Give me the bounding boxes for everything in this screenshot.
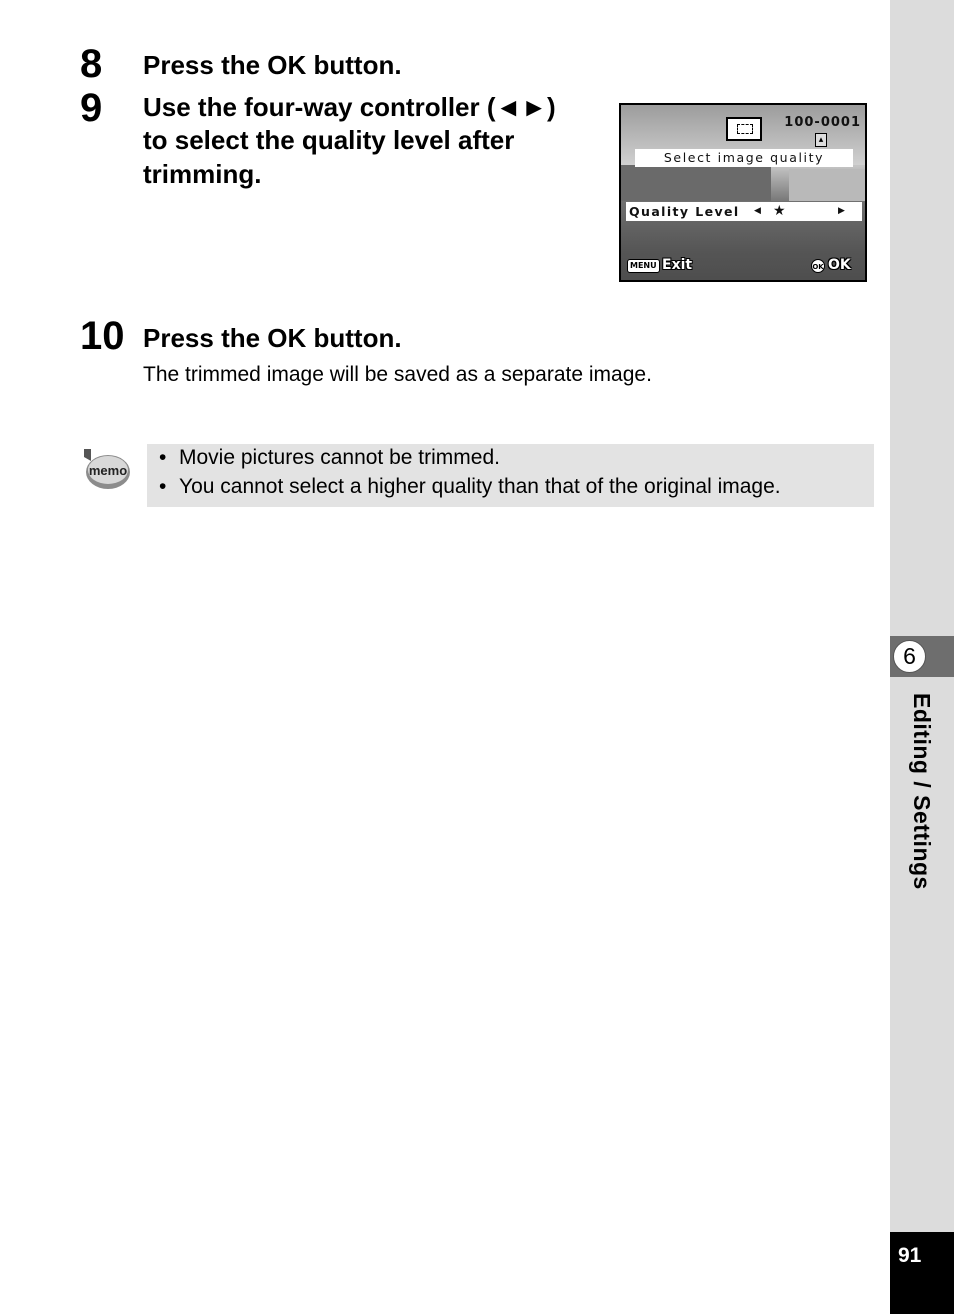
memo-icon-text: memo (88, 463, 128, 478)
trimming-icon (726, 117, 762, 141)
step-9-title-line-2: to select the quality level after (143, 125, 515, 155)
protect-icon: ▴ (815, 133, 827, 147)
step-8-number: 8 (80, 42, 103, 86)
memo-item-text: You cannot select a higher quality than that of the original image. (179, 475, 781, 498)
memo-item-text: Movie pictures cannot be trimmed. (179, 446, 500, 469)
right-arrow-icon[interactable]: ▶ (838, 206, 847, 216)
quality-star-icon: ★ (773, 203, 787, 219)
step-9-title-line-1: Use the four-way controller (◄►) (143, 92, 556, 122)
step-9-number: 9 (80, 86, 103, 130)
screen-background-building-left (621, 165, 771, 201)
left-arrow-icon[interactable]: ◀ (754, 206, 763, 216)
memo-item: • You cannot select a higher quality than that of the original image. (159, 475, 781, 498)
screen-title: Select image quality (635, 149, 853, 167)
file-number: 100-0001 (784, 115, 861, 130)
screen-background-building-right (789, 169, 867, 201)
memo-item: • Movie pictures cannot be trimmed. (159, 446, 500, 469)
step-10-number: 10 (80, 314, 125, 358)
chapter-number: 6 (893, 640, 926, 673)
step-8-title: Press the OK button. (143, 50, 402, 80)
camera-screen (619, 103, 867, 282)
ok-label: OK (828, 257, 851, 273)
step-10-title: Press the OK button. (143, 323, 402, 353)
ok-button-icon[interactable]: OK (811, 259, 825, 273)
step-9-title-line-3: trimming. (143, 159, 262, 189)
step-10-body: The trimmed image will be saved as a separate image. (143, 363, 652, 386)
chapter-title: Editing / Settings (909, 693, 935, 890)
exit-label: Exit (662, 257, 693, 273)
quality-level-row[interactable] (626, 202, 862, 221)
memo-box (147, 444, 874, 507)
page-number: 91 (898, 1244, 922, 1267)
quality-level-label: Quality Level (629, 204, 740, 219)
menu-button-icon[interactable]: MENU (627, 259, 660, 273)
memo-icon (80, 447, 132, 493)
